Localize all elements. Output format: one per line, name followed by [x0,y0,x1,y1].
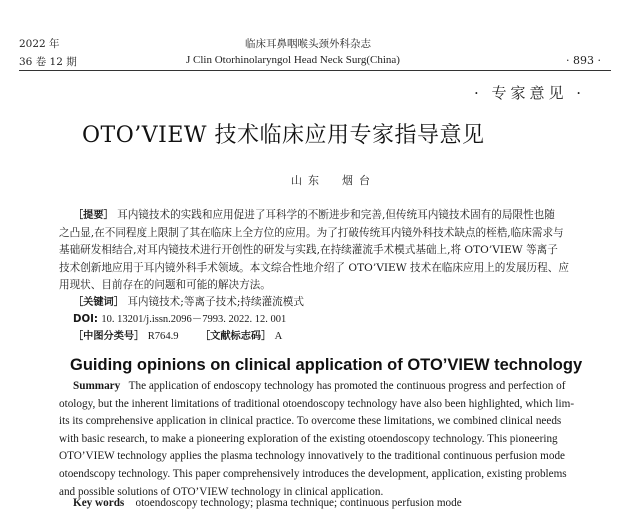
header-journal-en: J Clin Otorhinolaryngol Head Neck Surg(China) [186,54,400,66]
summary-en-label: Summary [73,380,121,392]
summary-en-line: its its comprehensive application in clinical practice. To overcome these limitations, we combined clinical needs [59,415,562,428]
header-rule [19,70,611,71]
section-tag: · 专家意见 · [474,84,586,102]
keywords-en [73,495,462,513]
summary-en-line: and possible solutions of OTO’VIEW technology in clinical application. [59,485,384,498]
classification-code: R764.9 [147,331,179,342]
page-number: · 893 · [566,54,601,67]
keywords-cn-text: 耳内镜技术;等离子技术;持续灌流模式 [127,296,304,308]
summary-en-line: otology, but the inherent limitations of traditional otoendoscopy technology have also been highlighted, which lim- [59,397,575,410]
abstract-cn [59,207,611,295]
classification-label: ［中图分类号］ [73,331,145,342]
abstract-cn-line: 之凸显,在不同程度上限制了其在临床上全方位的应用。为了打破传统耳内镜外科技术缺点的桎梏,临床需求与 [59,226,564,239]
keywords-cn-label: ［关键词］ [73,297,124,308]
summary-en-line [59,378,611,396]
doi-label: DOI: [73,314,98,325]
summary-en-line: OTO’VIEW technology applies the plasma technology innovatively to the traditional continuous perfusion mode [59,450,566,463]
header-journal-cn: 临床耳鼻咽喉头颈外科杂志 [245,38,371,50]
keywords-en-text: otoendoscopy technology; plasma technique; continuous perfusion mode [135,497,462,509]
document-code-label: ［文献标志码］ [199,331,272,342]
author-location: 山东 烟台 [291,174,376,187]
header-volume-issue: 36 卷 12 期 [19,56,77,68]
abstract-cn-line: 基础研发相结合,对耳内镜技术进行开创性的研发与实践,在持续灌流手术模式基础上,将 OTO’VIEW 等离子 [59,244,558,256]
doi [73,311,286,329]
title-en: Guiding opinions on clinical application of OTO’VIEW technology [70,356,583,374]
abstract-cn-line: 用现状、目前存在的问题和可能的解决方法。 [59,279,271,291]
summary-en-line: with basic research, to make a pioneering exploration of the existing otoendoscopy technology. This pioneering [59,432,558,445]
document-code: A [274,331,283,342]
header-year: 2022 年 [19,38,60,50]
summary-en [59,378,611,501]
abstract-cn-text: 耳内镜技术的实践和应用促进了耳科学的不断进步和完善,但传统耳内镜技术固有的局限性也随 [117,209,555,221]
abstract-cn-line: 技术创新地应用于耳内镜外科手术领域。本文综合性地介绍了 OTO’VIEW 技术在临床应用上的发展历程、应 [59,261,569,274]
abstract-cn-label: ［提要］ [73,210,114,221]
doi-text: 10. 13201/j.issn.2096－7993. 2022. 12. 001 [101,314,287,325]
keywords-en-label: Key words [73,497,125,509]
page-title: OTO’VIEW 技术临床应用专家指导意见 [82,123,485,148]
keywords-cn [73,294,304,312]
summary-en-text: The application of endoscopy technology has promoted the continuous progress and perfection of [128,380,566,392]
summary-en-line: otoendscopy technology. This paper comprehensively introduces the development, application, existing problems [59,467,567,480]
abstract-cn-line [59,207,611,225]
classification [73,328,282,346]
